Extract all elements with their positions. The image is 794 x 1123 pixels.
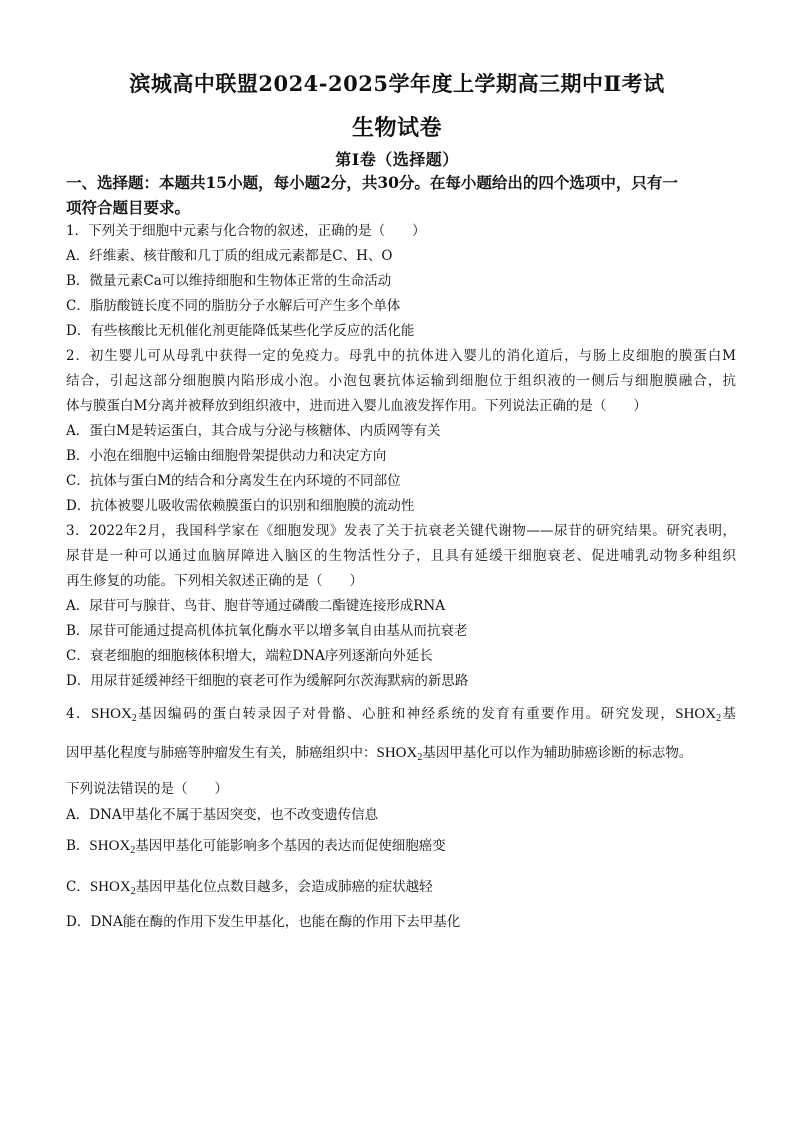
q2-option-c: C．抗体与蛋白M的结合和分离发生在内环境的不同部位 bbox=[66, 473, 401, 489]
q3-stem-line2: 尿苷是一种可以通过血脑屏障进入脑区的生物活性分子，且具有延缓干细胞衰老、促进哺乳动物多种组织 bbox=[66, 548, 736, 564]
q4-number: 4． bbox=[66, 706, 91, 722]
q3-stem-line3: 再生修复的功能。下列相关叙述正确的是（ ） bbox=[66, 573, 363, 589]
q4-stem2-end: 基因甲基化可以作为辅助肺癌诊断的标志物。 bbox=[422, 745, 693, 761]
q3-option-c: C．衰老细胞的细胞核体积增大，端粒DNA序列逐渐向外延长 bbox=[66, 648, 433, 664]
q1-stem: 1．下列关于细胞中元素与化合物的叙述，正确的是（ ） bbox=[66, 223, 426, 239]
q1-option-a: A．纤维素、核苷酸和几丁质的组成元素都是C、H、O bbox=[66, 248, 393, 264]
exam-title: 滨城高中联盟2024-2025学年度上学期高三期中Ⅱ考试 bbox=[129, 71, 665, 96]
q1-option-b: B．微量元素Ca可以维持细胞和生物体正常的生命活动 bbox=[66, 273, 392, 289]
q3-option-a: A．尿苷可与腺苷、鸟苷、胞苷等通过磷酸二酯键连接形成RNA bbox=[66, 598, 445, 614]
q4-stem1-text: 基因编码的蛋白转录因子对骨骼、心脏和神经系统的发育有重要作用。研究发现， bbox=[136, 706, 676, 722]
q2-stem-line3: 体与膜蛋白M分离并被释放到组织液中，进而进入婴儿血液发挥作用。下列说法正确的是（ ） bbox=[66, 398, 647, 414]
q2-stem-line2: 结合，引起这部分细胞膜内陷形成小泡。小泡包裹抗体运输到细胞位于组织液的一侧后与细胞膜融合，抗 bbox=[66, 373, 736, 389]
part-heading: 第Ⅰ卷（选择题） bbox=[335, 150, 459, 169]
q1-option-d: D．有些核酸比无机催化剂更能降低某些化学反应的活化能 bbox=[66, 323, 415, 339]
gene-name: $SHOX_2$ bbox=[376, 745, 423, 763]
section-instruction-line1: 一、选择题：本题共15小题，每小题2分，共30分。在每小题给出的四个选项中，只有一 bbox=[66, 173, 678, 192]
q4-option-c: C．$SHOX_2$基因甲基化位点数目越多，会造成肺癌的症状越轻 bbox=[66, 879, 433, 897]
gene-name: $SHOX_2$ bbox=[675, 706, 722, 724]
q4-option-b: B．$SHOX_2$基因甲基化可能影响多个基因的表达而促使细胞癌变 bbox=[66, 838, 446, 856]
exam-subtitle: 生物试卷 bbox=[351, 115, 442, 141]
q4-option-d: D．DNA能在酶的作用下发生甲基化，也能在酶的作用下去甲基化 bbox=[66, 914, 461, 930]
q2-option-a: A．蛋白M是转运蛋白，其合成与分泌与核糖体、内质网等有关 bbox=[66, 423, 441, 439]
q2-option-d: D．抗体被婴儿吸收需依赖膜蛋白的识别和细胞膜的流动性 bbox=[66, 498, 415, 514]
q4-stem-line1 bbox=[66, 704, 736, 724]
q4-stem2-text: 因甲基化程度与肺癌等肿瘤发生有关，肺癌组织中： bbox=[66, 745, 377, 761]
q4-stem-line3: 下列说法错误的是（ ） bbox=[66, 781, 228, 797]
q3-stem-line1: 3．2022年2月，我国科学家在《细胞发现》发表了关于抗衰老关键代谢物——尿苷的研究结果。研究表明， bbox=[66, 523, 736, 539]
q3-option-b: B．尿苷可能通过提高机体抗氧化酶水平以增多氧自由基从而抗衰老 bbox=[66, 623, 468, 639]
q4-stem-line2 bbox=[66, 743, 736, 763]
q4-option-a: A．DNA甲基化不属于基因突变，也不改变遗传信息 bbox=[66, 807, 379, 823]
q2-option-b: B．小泡在细胞中运输由细胞骨架提供动力和决定方向 bbox=[66, 448, 387, 464]
gene-name: $SHOX_2$ bbox=[89, 879, 136, 897]
q4-stem1-end: 基 bbox=[721, 706, 737, 722]
q2-stem-line1: 2．初生婴儿可从母乳中获得一定的免疫力。母乳中的抗体进入婴儿的消化道后，与肠上皮细胞的膜蛋白M bbox=[66, 348, 736, 364]
q1-option-c: C．脂肪酸链长度不同的脂肪分子水解后可产生多个单体 bbox=[66, 298, 401, 314]
section-instruction-line2: 项符合题目要求。 bbox=[66, 198, 191, 217]
q3-option-d: D．用尿苷延缓神经干细胞的衰老可作为缓解阿尔茨海默病的新思路 bbox=[66, 673, 469, 689]
gene-name: $SHOX_2$ bbox=[89, 838, 136, 856]
gene-name: $SHOX_2$ bbox=[90, 706, 137, 724]
